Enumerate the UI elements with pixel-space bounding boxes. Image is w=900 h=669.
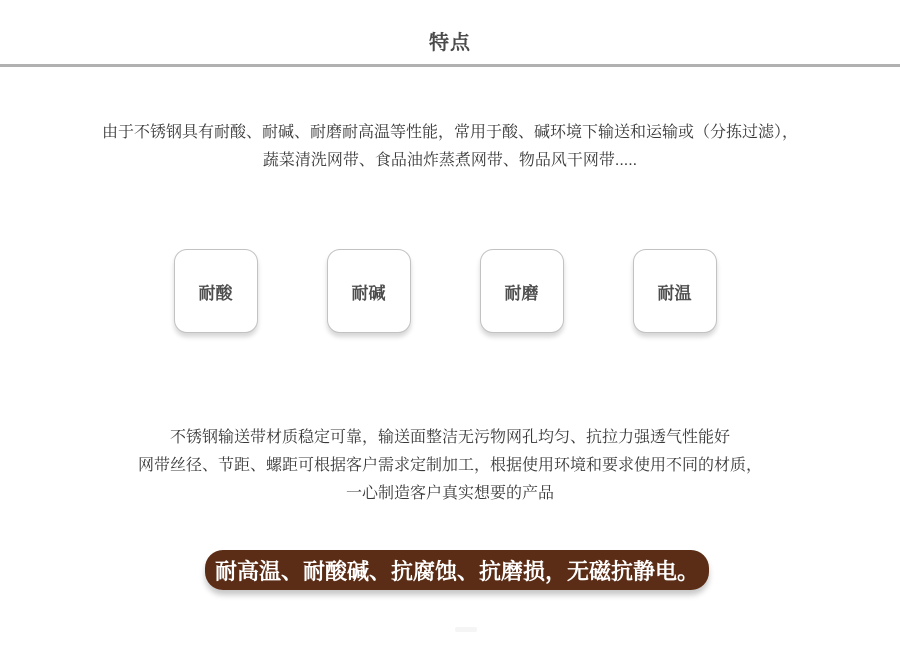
feature-box-alkali-resistant: [327, 249, 411, 333]
feature-box-label: 耐磨: [504, 283, 539, 303]
banner-text: 耐高温、耐酸碱、抗腐蚀、抗磨损，无磁抗静电。: [214, 558, 699, 584]
title-divider: [0, 64, 900, 67]
feature-box-acid-resistant: [174, 249, 258, 333]
intro-line-2: 蔬菜清洗网带、食品油炸蒸煮网带、物品风干网带.....: [262, 152, 638, 169]
feature-box-wear-resistant: [480, 249, 564, 333]
description-paragraph: [0, 424, 900, 508]
bottom-artifact: [455, 627, 477, 632]
intro-paragraph: [0, 119, 900, 175]
feature-box-label: 耐酸: [198, 283, 233, 303]
description-line-3: 一心制造客户真实想要的产品: [345, 485, 554, 502]
description-line-1: 不锈钢输送带材质稳定可靠，输送面整洁无污物网孔均匀、抗拉力强透气性能好: [169, 429, 730, 446]
feature-box-label: 耐碱: [351, 283, 386, 303]
section-title: 特点: [429, 32, 471, 54]
feature-boxes-row: [0, 249, 890, 333]
description-line-2: 网带丝径、节距、螺距可根据客户需求定制加工，根据使用环境和要求使用不同的材质，: [137, 457, 762, 474]
feature-box-label: 耐温: [657, 283, 692, 303]
feature-box-temperature-resistant: [633, 249, 717, 333]
highlight-banner: [205, 550, 709, 590]
intro-line-1: 由于不锈钢具有耐酸、耐碱、耐磨耐高温等性能，常用于酸、碱环境下输送和运输或（分拣过滤），: [101, 124, 798, 141]
